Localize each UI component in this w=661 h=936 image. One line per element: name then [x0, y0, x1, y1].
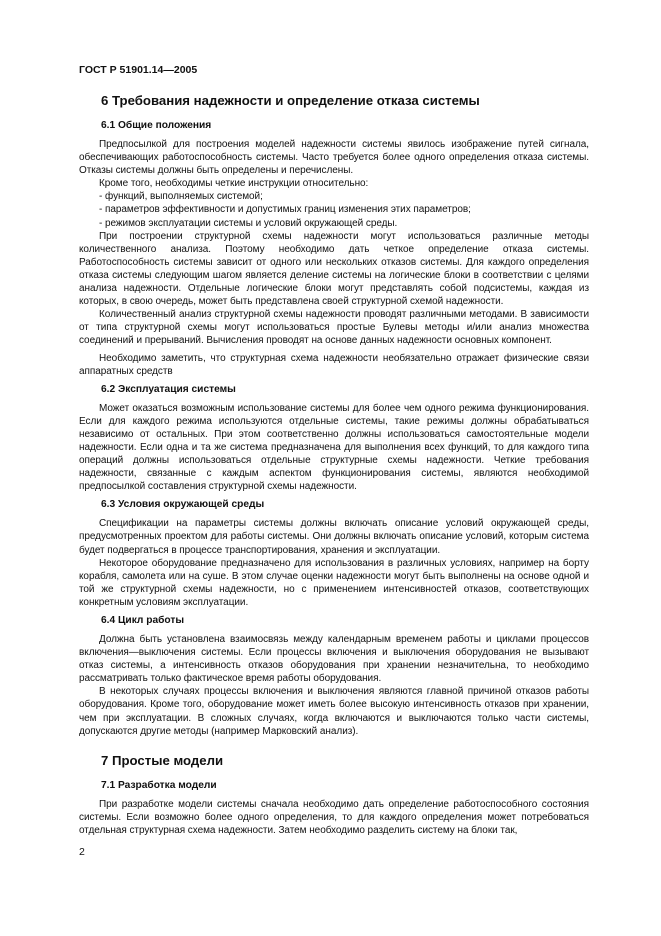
subsection-6-1-heading: 6.1 Общие положения	[101, 120, 212, 131]
paragraph: Спецификации на параметры системы должны включать описание условий окружающей среды, предусмотренных проектом для работы системы. Они должны включать описание условий, которым система будет подвергаться в процессе транспортирования, хранения и эксплуатации.	[79, 518, 589, 556]
section-6-heading: 6 Требования надежности и определение отказа системы	[101, 93, 480, 108]
subsection-7-1-heading: 7.1 Разработка модели	[101, 779, 217, 791]
list-item: - параметров эффективности и допустимых границ изменения этих параметров;	[99, 204, 471, 216]
paragraph: Кроме того, необходимы четкие инструкции относительно:	[99, 178, 369, 190]
paragraph: Некоторое оборудование предназначено для использования в различных условиях, например на борту корабля, самолета или на суше. В этом случае оценки надежности могут быть выполнены на основе одной и той же структурной схемы надежности, но с применением интенсивностей отказов, соответствующих конкретным условиям эксплуатации.	[79, 557, 589, 608]
paragraph: При построении структурной схемы надежности могут использоваться различные методы количественного анализа. Поэтому необходимо дать четкое определение отказа системы. Работоспособность системы зависит от одного или нескольких отказов системы. Для каждого определения отказа системы следующим шагом является деление системы на логические блоки в соответствии с целями анализа надежности. Отдельные логические блоки могут представлять собой подсистемы, каждая из которых, в свою очередь, может быть представлена своей структурной схемой надежности.	[79, 230, 589, 308]
subsection-6-4-heading: 6.4 Цикл работы	[101, 615, 185, 626]
page-number: 2	[79, 846, 85, 858]
paragraph: Должна быть установлена взаимосвязь между календарным временем работы и циклами процессов включения—выключения системы. Если процессы включения и выключения оборудования не вызывают отказ системы, а интенсивность отказов оборудования при хранении незначительна, то необходимо рассматривать только фактическое время работы оборудования.	[79, 634, 589, 685]
paragraph: В некоторых случаях процессы включения и выключения являются главной причиной отказов работы оборудования. Кроме того, оборудование может иметь более высокую интенсивность отказов при хранении, чем при эксплуатации. В сложных случаях, когда включаются и выключаются только части системы, допускаются другие методы (например Марковский анализ).	[79, 686, 589, 737]
document-code-header: ГОСТ Р 51901.14—2005	[79, 64, 198, 76]
subsection-6-3-heading: 6.3 Условия окружающей среды	[101, 499, 265, 511]
paragraph: Количественный анализ структурной схемы надежности проводят различными методами. В зависимости от типа структурной схемы могут использоваться простые Булевы методы и/или анализ множества соединений и прерываний. Вычисления проводят на основе данных надежности основных компонент.	[79, 309, 589, 347]
list-item: - функций, выполняемых системой;	[99, 191, 263, 203]
paragraph: При разработке модели системы сначала необходимо дать определение работоспособного состояния системы. Если возможно более одного определения, то для каждого определения может потребоваться отдельная структурная схема надежности. Затем необходимо разделить систему на блоки так,	[79, 798, 589, 836]
section-7-heading: 7 Простые модели	[101, 752, 224, 768]
list-item: - режимов эксплуатации системы и условий окружающей среды.	[99, 217, 398, 229]
paragraph: Необходимо заметить, что структурная схема надежности необязательно отражает физические связи аппаратных средств	[79, 352, 589, 377]
page-content	[79, 92, 589, 837]
subsection-6-2-heading: 6.2 Эксплуатация системы	[101, 383, 236, 395]
paragraph: Предпосылкой для построения моделей надежности системы явилось изображение путей сигнала, обеспечивающих работоспособность системы. Часто требуется более одного определения отказа системы. Отказы системы должны быть определены и перечислены.	[79, 139, 589, 177]
paragraph: Может оказаться возможным использование системы для более чем одного режима функционирования. Если для каждого режима используются отдельные системы, такие режимы должны обрабатываться независимо от остальных. При этом соответственно должны использоваться самостоятельные модели надежности. Если одна и та же система предназначена для выполнения всех функций, то для каждого типа операций должны использоваться отдельные структурные схемы надежности. Четкие требования надежности, связанные с каждым аспектом функционирования системы, являются необходимой предпосылкой составления структурной схемы надежности.	[79, 402, 589, 493]
